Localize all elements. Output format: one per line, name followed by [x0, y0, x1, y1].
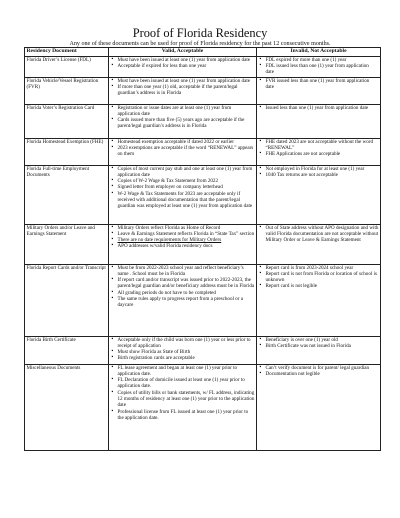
list-item: ▪ Copies of utility bills or bank statements, w/ FL address, indicating 12 months of residency at least one (1) year prior to the application date [118, 390, 255, 409]
list-item: ▪ FHE dated 2023 are not acceptable without the word “RENEWAL” [266, 139, 379, 152]
header-invalid: Invalid, Not Acceptable [257, 48, 381, 57]
valid-cell [109, 336, 257, 364]
table-row [25, 364, 381, 450]
list-item: ▪ Must be from 2022-2023 school year and reflect beneficiary’s name . School must be in Florida [118, 265, 255, 278]
document-name: Florida Report Cards and/or Transcript [25, 264, 109, 336]
list-item: ▪ Must show Florida as State of Birth [118, 349, 255, 355]
table-row [25, 104, 381, 138]
list-item: ▪ Beneficiary is over one (1) year old [266, 337, 379, 343]
table-row [25, 77, 381, 104]
list-item: ▪ FHE Applications are not acceptable [266, 151, 379, 157]
invalid-cell [257, 264, 381, 336]
list-item: ▪ Leave & Earnings Statement reflects Florida in “State Tax” section [118, 231, 255, 237]
list-item: ▪ Military Orders reflect Florida as Home of Record [118, 225, 255, 231]
header-valid: Valid, Acceptable [109, 48, 257, 57]
document-name: Florida Birth Certificate [25, 336, 109, 364]
table-row [25, 165, 381, 224]
table-row [25, 224, 381, 264]
list-item: ▪ FDL expired for more than one (1) year [266, 57, 379, 63]
valid-cell [109, 138, 257, 165]
list-item: ▪ FVR issued less than one (1) year from application date [266, 78, 379, 91]
list-item: ▪ Documentation not legible [266, 371, 379, 377]
table-header-row [25, 48, 381, 57]
list-item: ▪ Must have been issued at least one (1) year from application date [118, 78, 255, 84]
invalid-cell [257, 104, 381, 138]
list-item: ▪ Professional license from FL issued at least one (1) year prior to the application date. [118, 409, 255, 422]
table-row [25, 56, 381, 77]
invalid-cell [257, 224, 381, 264]
page-title: Proof of Florida Residency [132, 26, 268, 40]
valid-cell [109, 264, 257, 336]
table-row [25, 264, 381, 336]
list-item: ▪ Copies of most current pay stub and one at least one (1) year from application date [118, 166, 255, 179]
document-name: Florida Vehicle/Vessel Registration (FVR) [25, 77, 109, 104]
list-item: ▪ Issued less than one (1) year from application date [266, 105, 379, 111]
valid-cell [109, 224, 257, 264]
list-item: ▪ There are no date requirements for Military Orders [118, 237, 255, 243]
list-item: ▪ Signed letter from employer on company letterhead [118, 184, 255, 190]
invalid-cell [257, 138, 381, 165]
list-item: ▪ 2023 exemptions are acceptable if the word “RENEWAL” appears on them [118, 145, 255, 158]
document-name: Florida Driver’s License (FDL) [25, 56, 109, 77]
list-item: ▪ Registration or issue dates are at least one (1) year from application date [118, 105, 255, 118]
valid-cell [109, 77, 257, 104]
invalid-cell [257, 77, 381, 104]
list-item: ▪ Must have been issued at least one (1) year from application date [118, 57, 255, 63]
list-item: ▪ APO addresses w/valid Florida residency docs [118, 243, 255, 249]
list-item: ▪ If report card and/or transcript was issued prior to 2022-2023, the parent/legal guardian and/or beneficiary address must be in Florida [118, 277, 255, 290]
header-residency-document: Residency Document [25, 48, 109, 57]
document-name: Florida Voter’s Registration Card [25, 104, 109, 138]
list-item: ▪ Report card is not legible [266, 283, 379, 289]
list-item: ▪ Report card is not from Florida or location of school is unknown [266, 271, 379, 284]
list-item: ▪ 1040 Tax returns are not acceptable [266, 172, 379, 178]
page-subtitle: Any one of these documents can be used for proof of Florida residency for the past 12 consecutive months. [69, 41, 331, 47]
valid-cell [109, 104, 257, 138]
valid-cell [109, 364, 257, 450]
document-name: Military Orders and/or Leave and Earnings Statement [25, 224, 109, 264]
list-item: ▪ Birth registration cards are acceptable [118, 355, 255, 361]
list-item: ▪ Can’t verify document is for parent/ legal guardian [266, 365, 379, 371]
list-item: ▪ W-2 Wage & Tax Statements for 2023 are acceptable only if received with additional documentation that the parent/legal guardian was employed at least one (1) year from application date [118, 191, 255, 210]
document-name: Florida Homestead Exemption (FHE) [25, 138, 109, 165]
list-item: ▪ Cards issued more than five (5) years ago are acceptable if the parent/legal guardian’s address is in Florida [118, 117, 255, 130]
list-item: ▪ The same rules apply to progress report from a preschool or a daycare [118, 296, 255, 309]
list-item: ▪ Homestead exemption acceptable if dated 2022 or earlier [118, 139, 255, 145]
table-row [25, 138, 381, 165]
list-item: ▪ Birth Certificate was not issued in Florida [266, 343, 379, 349]
residency-table [24, 47, 381, 451]
invalid-cell [257, 364, 381, 450]
invalid-cell [257, 165, 381, 224]
document-name: Miscellaneous Documents [25, 364, 109, 450]
list-item: ▪ FL Declaration of domicile issued at least one (1) year prior to application date. [118, 377, 255, 390]
valid-cell [109, 165, 257, 224]
list-item: ▪ Out of State address without APO designation and with valid Florida documentation are not acceptable without Military Order or Leave & Earnings Statement [266, 225, 379, 244]
list-item: ▪ If more than one year (1) old, acceptable if the parent/legal guardian’s address is in Florida [118, 84, 255, 97]
document-name: Florida Full-time Employment Documents [25, 165, 109, 224]
list-item: ▪ Copies of W-2 Wage & Tax Statement from 2022 [118, 178, 255, 184]
table-row [25, 336, 381, 364]
list-item: ▪ Acceptable if expired for less than one year [118, 63, 255, 69]
valid-cell [109, 56, 257, 77]
invalid-cell [257, 336, 381, 364]
list-item: ▪ Acceptable only if the child was born one (1) year or less prior to receipt of application [118, 337, 255, 350]
list-item: ▪ All grading periods do not have to be completed [118, 290, 255, 296]
invalid-cell [257, 56, 381, 77]
list-item: ▪ FL lease agreement and began at least one (1) year prior to application date. [118, 365, 255, 378]
list-item: ▪ FDL issued less than one (1) year from application date [266, 63, 379, 76]
list-item: ▪ Not employed in Florida for at least one (1) year [266, 166, 379, 172]
list-item: ▪ Report card is from 2023-2024 school year [266, 265, 379, 271]
